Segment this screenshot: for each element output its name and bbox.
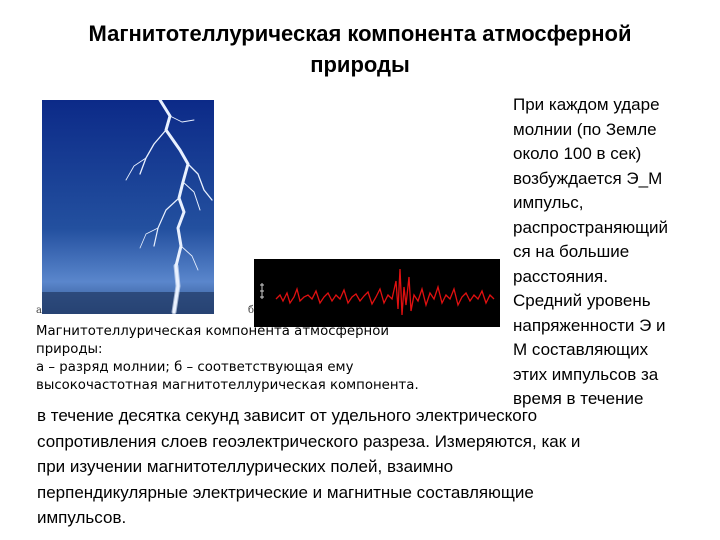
figure-label-a: а xyxy=(36,305,42,316)
side-line: расстояния. xyxy=(513,266,608,286)
side-line: время в течение xyxy=(513,389,644,408)
figure-label-b: б xyxy=(248,305,255,316)
body-line: сопротивления слоев геоэлектрического разреза. Измеряются, как и xyxy=(37,431,581,451)
body-line: перпендикулярные электрические и магнитные составляющие xyxy=(37,482,534,502)
body-line: в течение десятка секунд зависит от удельного электрического xyxy=(37,406,538,425)
side-paragraph xyxy=(513,93,713,412)
caption-line: природы: xyxy=(36,342,103,357)
caption-line: высокочастотная магнитотеллурическая компонента. xyxy=(36,378,419,393)
side-line: распространяющий xyxy=(513,217,669,237)
lightning-photo xyxy=(42,100,214,314)
side-line: этих импульсов за xyxy=(513,364,659,384)
title-line-1: Магнитотеллурическая компонента атмосферной xyxy=(88,21,632,46)
body-line: импульсов. xyxy=(37,508,127,527)
side-line: напряженности Э и xyxy=(513,315,666,335)
side-line: ся на большие xyxy=(513,242,630,261)
oscillogram xyxy=(254,259,500,327)
body-line: при изучении магнитотеллурических полей, взаимно xyxy=(37,457,454,476)
side-line: возбуждается Э_М xyxy=(513,168,663,188)
side-line: импульс, xyxy=(513,193,584,212)
slide-title xyxy=(40,18,680,80)
caption-line: Магнитотеллурическая компонента атмосферной xyxy=(36,324,389,339)
side-line: Средний уровень xyxy=(513,291,651,310)
side-line: около 100 в сек) xyxy=(513,144,642,163)
figure-caption xyxy=(36,323,506,395)
body-paragraph xyxy=(37,403,707,531)
side-line: М составляющих xyxy=(513,340,649,359)
side-line: При каждом ударе xyxy=(513,95,660,114)
title-line-2: природы xyxy=(310,52,410,77)
caption-line: а – разряд молнии; б – соответствующая ему xyxy=(36,360,354,375)
side-line: молнии (по Земле xyxy=(513,119,657,139)
